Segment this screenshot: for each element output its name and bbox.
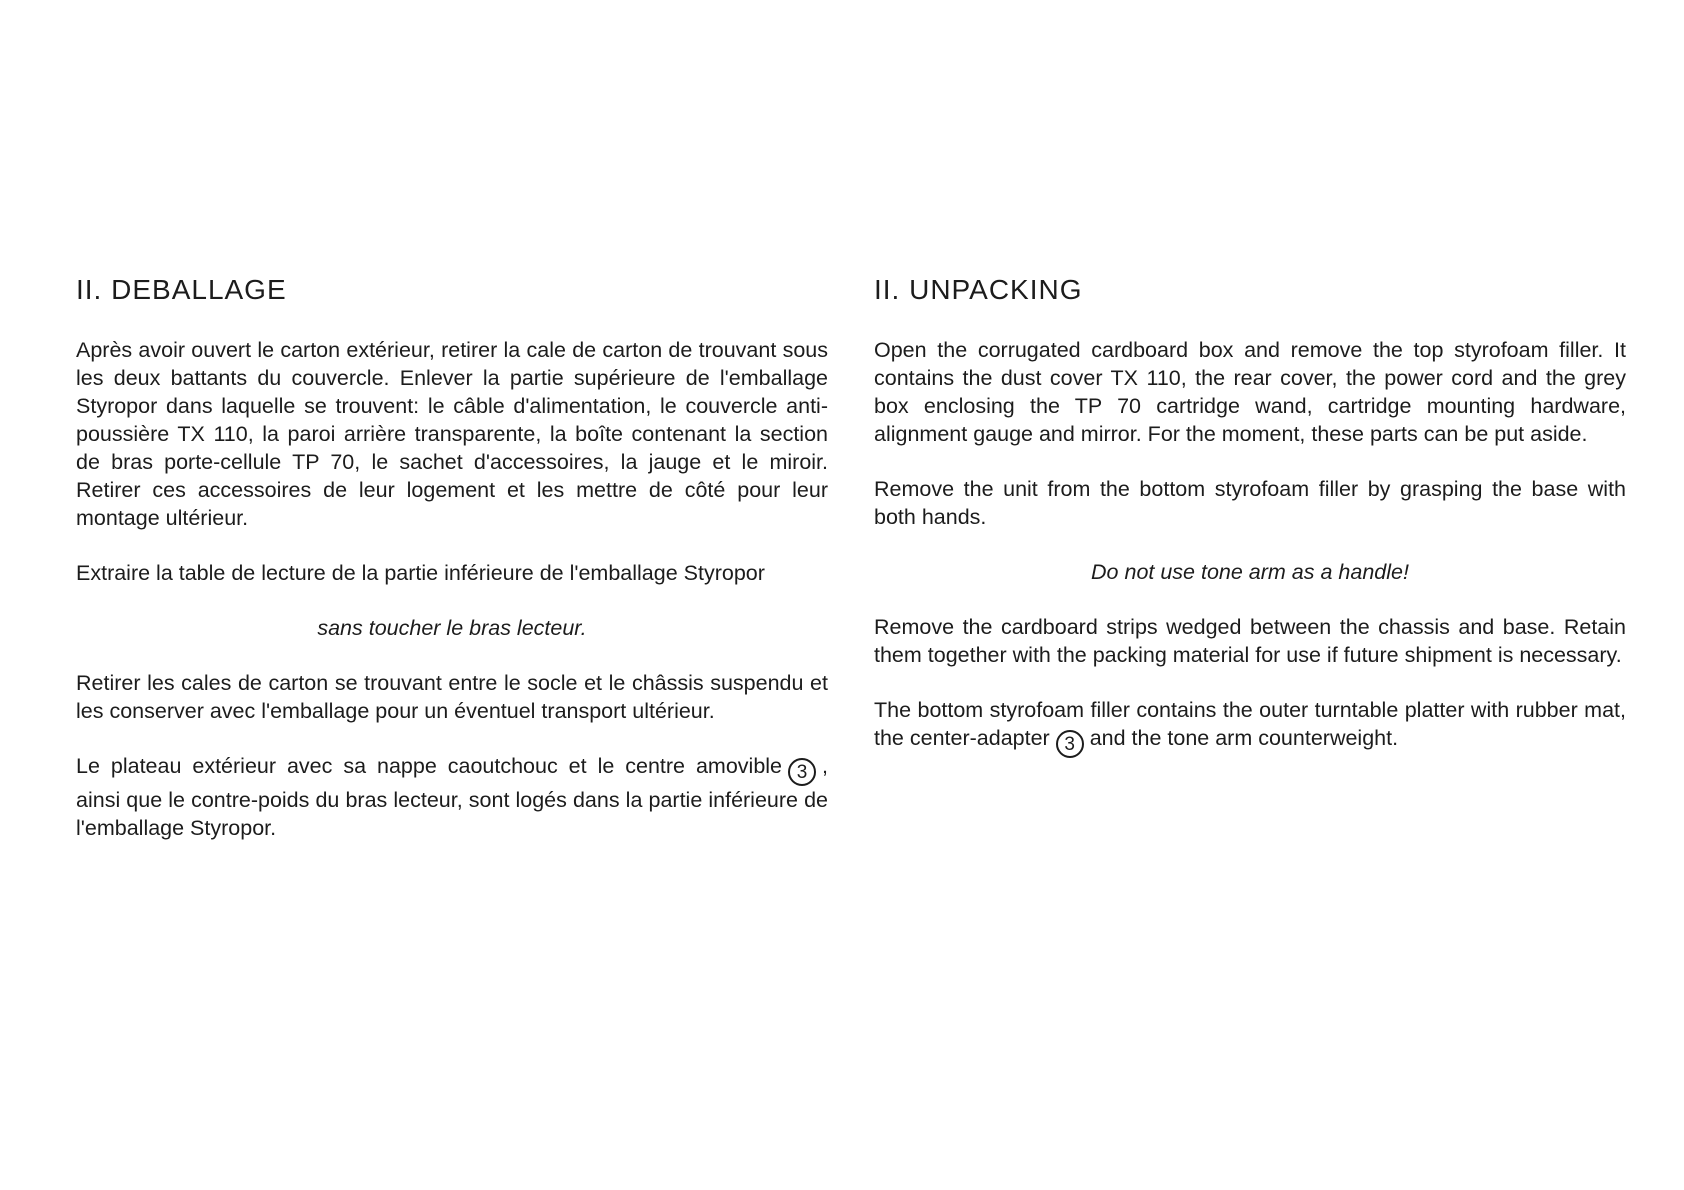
circled-reference-3: 3 <box>788 758 816 786</box>
circled-reference-3: 3 <box>1056 730 1084 758</box>
french-paragraph-3: Retirer les cales de carton se trouvant entre le socle et le châssis suspendu et les conserver avec l'emballage pour un éventuel transport ultérieur. <box>76 671 828 723</box>
english-paragraph-3: Remove the cardboard strips wedged between the chassis and base. Retain them together with the packing material for use if future shipment is necessary. <box>874 615 1626 667</box>
english-paragraph-1: Open the corrugated cardboard box and remove the top styrofoam filler. It contains the dust cover TX 110, the rear cover, the power cord and the grey box enclosing the TP 70 cartridge wand, cartridge mounting hardware, alignment gauge and mirror. For the moment, these parts can be put aside. <box>874 338 1626 446</box>
french-paragraph-4-end: , ainsi que le contre-poids du bras lecteur, sont logés dans la partie inférieure de l'emballage Styropor. <box>76 754 828 840</box>
french-section-title: II. DEBALLAGE <box>76 274 287 305</box>
french-paragraph-4 <box>76 752 828 842</box>
french-paragraph-4-start: Le plateau extérieur avec sa nappe caoutchouc et le centre amovible <box>76 754 783 778</box>
french-italic-note: sans toucher le bras lecteur. <box>317 616 587 640</box>
english-section-title: II. UNPACKING <box>874 274 1083 305</box>
english-paragraph-2: Remove the unit from the bottom styrofoam filler by grasping the base with both hands. <box>874 477 1626 529</box>
english-paragraph-4-end: and the tone arm counterweight. <box>1089 726 1399 750</box>
french-paragraph-1: Après avoir ouvert le carton extérieur, retirer la cale de carton de trouvant sous les deux battants du couvercle. Enlever la partie supérieure de l'emballage Styropor dans laquelle se trouvent: le câble d'alimentation, le couvercle anti-poussière TX 110, la paroi arrière transparente, la boîte contenant la section de bras porte-cellule TP 70, le sachet d'accessoires, la jauge et le miroir. Retirer ces accessoires de leur logement et les mettre de côté pour leur montage ultérieur. <box>76 338 828 530</box>
french-paragraph-2: Extraire la table de lecture de la partie inférieure de l'emballage Styropor <box>76 561 765 585</box>
english-paragraph-4-start: The bottom styrofoam filler contains the outer turntable platter with rubber mat, the center-adapter <box>874 698 1626 750</box>
english-column <box>874 270 1626 785</box>
english-italic-note: Do not use tone arm as a handle! <box>1091 560 1409 584</box>
english-paragraph-4 <box>874 696 1626 758</box>
french-column <box>76 270 828 869</box>
